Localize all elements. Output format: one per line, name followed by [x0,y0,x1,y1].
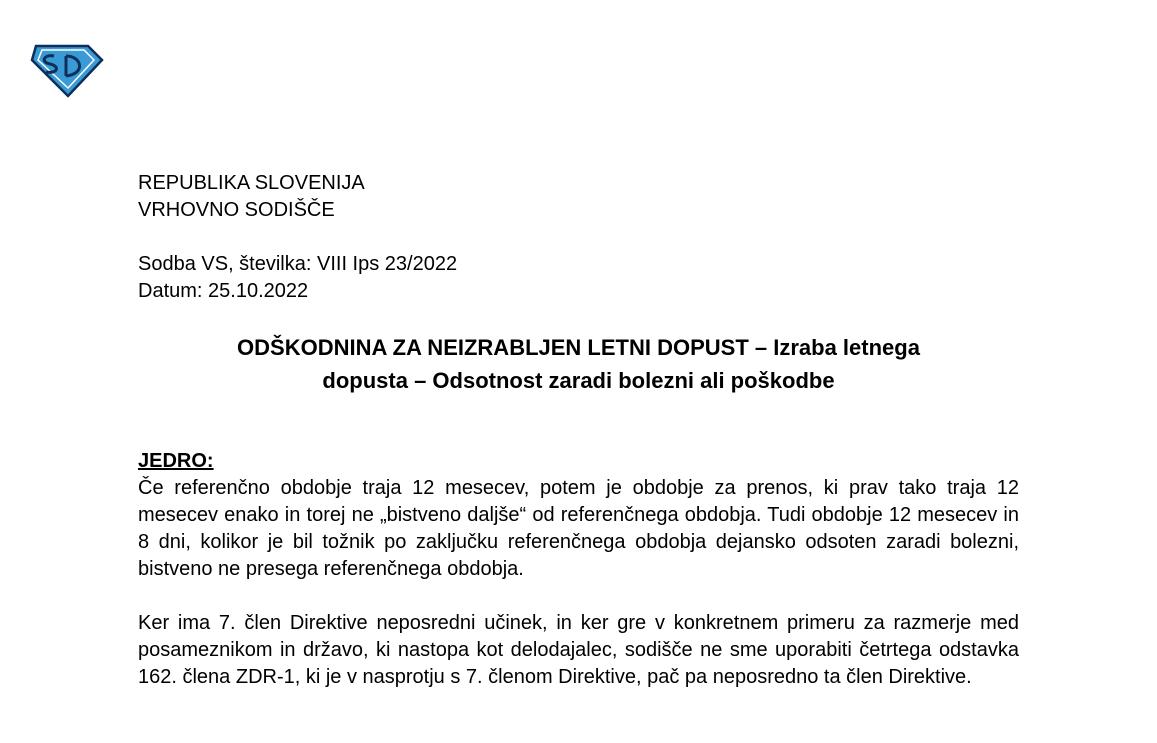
core-paragraph-1: Če referenčno obdobje traja 12 mesecev, potem je obdobje za prenos, ki prav tako traja 12 mesecev enako in torej ne „bistveno daljše“ od referenčnega obdobja. Tudi obdobje 12 mesecev in 8 dni, kolikor je bil tožnik po zaključku referenčnega obdobja dejansko odsoten zaradi bolezni, bistveno ne presega referenčnega obdobja. [138,477,1019,580]
core-paragraph-2: Ker ima 7. člen Direktive neposredni učinek, in ker gre v konkretnem primeru za razmerje med posameznikom in državo, ki nastopa kot delodajalec, sodišče ne sme uporabiti četrtega odstavka 162. člena ZDR-1, ki je v nasprotju s 7. členom Direktive, pač pa neposredno ta člen Direktive. [138,612,1019,688]
court-header [138,170,365,224]
case-info [138,251,457,305]
case-date: Datum: 25.10.2022 [138,280,309,302]
document-title [138,331,1019,397]
header-country: REPUBLIKA SLOVENIJA [138,172,365,194]
case-number: Sodba VS, številka: VIII Ips 23/2022 [138,253,458,275]
core-section [138,448,1019,691]
header-court: VRHOVNO SODIŠČE [138,199,335,221]
core-heading: JEDRO: [138,450,214,472]
title-line-1: ODŠKODNINA ZA NEIZRABLJEN LETNI DOPUST – Izraba letnega [237,335,920,360]
court-emblem-icon [30,40,106,100]
title-line-2: dopusta – Odsotnost zaradi bolezni ali poškodbe [322,368,835,393]
